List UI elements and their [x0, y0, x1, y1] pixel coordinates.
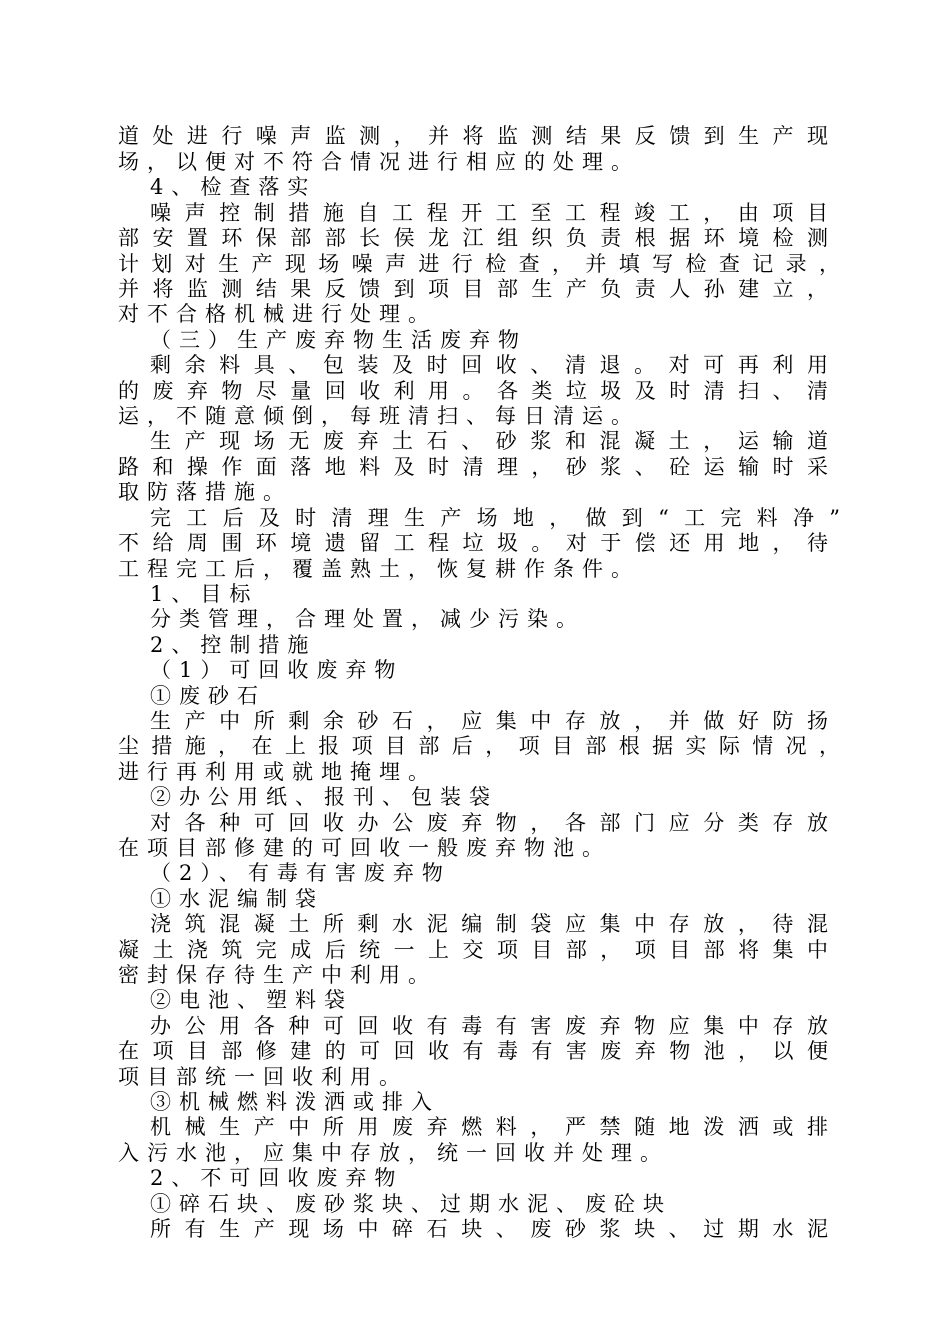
- section-heading: 2、控制措施: [150, 633, 317, 657]
- text-line: 剩余料具、包装及时回收、清退。对可再利用: [150, 353, 828, 377]
- section-heading: （三）生产废弃物生活废弃物: [150, 328, 527, 352]
- text-line: 对各种可回收办公废弃物，各部门应分类存放: [150, 811, 828, 835]
- section-heading: ②电池、塑料袋: [150, 988, 353, 1012]
- text-line: 并将监测结果反馈到项目部生产负责人孙建立，: [118, 277, 828, 301]
- section-heading: ①水泥编制袋: [150, 887, 324, 911]
- section-heading: 4、检查落实: [150, 175, 317, 199]
- text-line: 密封保存待生产中利用。: [118, 963, 437, 987]
- text-line: 生产现场无废弃土石、砂浆和混凝土，运输道: [150, 429, 828, 453]
- text-line: 对不合格机械进行处理。: [118, 302, 437, 326]
- text-line: 办公用各种可回收有毒有害废弃物应集中存放: [150, 1014, 828, 1038]
- text-line: 项目部统一回收利用。: [118, 1065, 408, 1089]
- section-heading: ②办公用纸、报刊、包装袋: [150, 785, 498, 809]
- section-heading: 1、目标: [150, 582, 259, 606]
- text-line: 路和操作面落地料及时清理，砂浆、砼运输时采: [118, 455, 828, 479]
- text-line: 凝土浇筑完成后统一上交项目部，项目部将集中: [118, 938, 828, 962]
- text-line: 浇筑混凝土所剩水泥编制袋应集中存放，待混: [150, 912, 828, 936]
- text-line: 部安置环保部部长侯龙江组织负责根据环境检测: [118, 226, 828, 250]
- text-line: 尘措施，在上报项目部后，项目部根据实际情况，: [118, 734, 840, 758]
- text-line: 噪声控制措施自工程开工至工程竣工，由项目: [150, 201, 828, 225]
- text-line: 场，以便对不符合情况进行相应的处理。: [118, 150, 640, 174]
- text-line: 工程完工后，覆盖熟土，恢复耕作条件。: [118, 557, 640, 581]
- text-line: 在项目部修建的可回收有毒有害废弃物池，以便: [118, 1039, 828, 1063]
- text-line: 所有生产现场中碎石块、废砂浆块、过期水泥: [150, 1217, 828, 1241]
- section-heading: （2）、有毒有害废弃物: [150, 861, 451, 885]
- text-line: 计划对生产现场噪声进行检查，并填写检查记录，: [118, 252, 840, 276]
- section-heading: ③机械燃料泼洒或排入: [150, 1090, 440, 1114]
- text-line: 机械生产中所用废弃燃料，严禁随地泼洒或排: [150, 1115, 828, 1139]
- text-line: 进行再利用或就地掩埋。: [118, 760, 437, 784]
- section-heading: （1）可回收废弃物: [150, 658, 404, 682]
- text-line: 完工后及时清理生产场地，做到“工完料净”: [150, 506, 840, 530]
- text-line: 取防落措施。: [118, 480, 292, 504]
- text-line: 在项目部修建的可回收一般废弃物池。: [118, 836, 611, 860]
- section-heading: ①碎石块、废砂浆块、过期水泥、废砼块: [150, 1192, 672, 1216]
- text-line: 道处进行噪声监测，并将监测结果反馈到生产现: [118, 124, 828, 148]
- section-heading: 2、不可回收废弃物: [150, 1166, 404, 1190]
- text-line: 的废弃物尽量回收利用。各类垃圾及时清扫、清: [118, 379, 828, 403]
- text-line: 运，不随意倾倒，每班清扫、每日清运。: [118, 404, 640, 428]
- section-heading: ①废砂石: [150, 684, 266, 708]
- text-line: 分类管理，合理处置，减少污染。: [150, 607, 585, 631]
- text-line: 不给周围环境遗留工程垃圾。对于偿还用地，待: [118, 531, 828, 555]
- text-line: 生产中所剩余砂石，应集中存放，并做好防扬: [150, 709, 828, 733]
- text-line: 入污水池，应集中存放，统一回收并处理。: [118, 1141, 669, 1165]
